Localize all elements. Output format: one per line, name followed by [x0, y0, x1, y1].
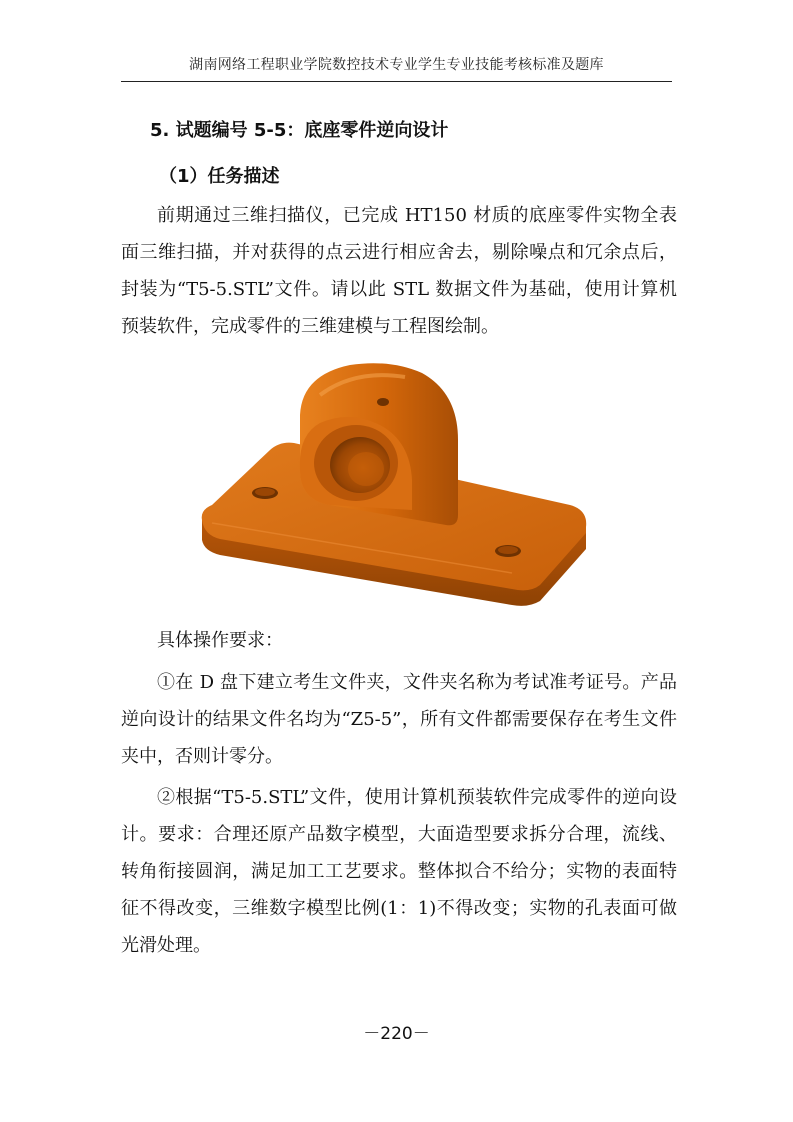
- header-divider: [121, 81, 672, 82]
- requirement-item-2: ②根据“T5-5.STL”文件，使用计算机预装软件完成零件的逆向设计。要求：合理还原产品数字模型，大面造型要求拆分合理，流线、转角衔接圆润，满足加工工艺要求。整体拟合不给分；实物的表面特征不得改变，三维数字模型比例(1：1)不得改变；实物的孔表面可做光滑处理。: [121, 787, 677, 956]
- page-number: －220－: [363, 1024, 430, 1044]
- base-part-illustration: [190, 355, 600, 617]
- base-part-3d-render: [190, 355, 600, 617]
- subsection-title: （1）任务描述: [159, 166, 280, 187]
- section-title: 5. 试题编号 5-5：底座零件逆向设计: [150, 120, 449, 141]
- requirement-item-1: ①在 D 盘下建立考生文件夹，文件夹名称为考试准考证号。产品逆向设计的结果文件名均为“Z5-5”，所有文件都需要保存在考生文件夹中，否则计零分。: [121, 672, 677, 767]
- requirements-heading: 具体操作要求：: [157, 630, 283, 651]
- page-header: 湖南网络工程职业学院数控技术专业学生专业技能考核标准及题库: [189, 57, 604, 73]
- intro-paragraph: 前期通过三维扫描仪，已完成 HT150 材质的底座零件实物全表面三维扫描，并对获得的点云进行相应舍去，剔除噪点和冗余点后，封装为“T5-5.STL”文件。请以此 STL 数据文件为基础，使用计算机预装软件，完成零件的三维建模与工程图绘制。: [121, 205, 677, 337]
- top-oil-hole: [377, 398, 389, 406]
